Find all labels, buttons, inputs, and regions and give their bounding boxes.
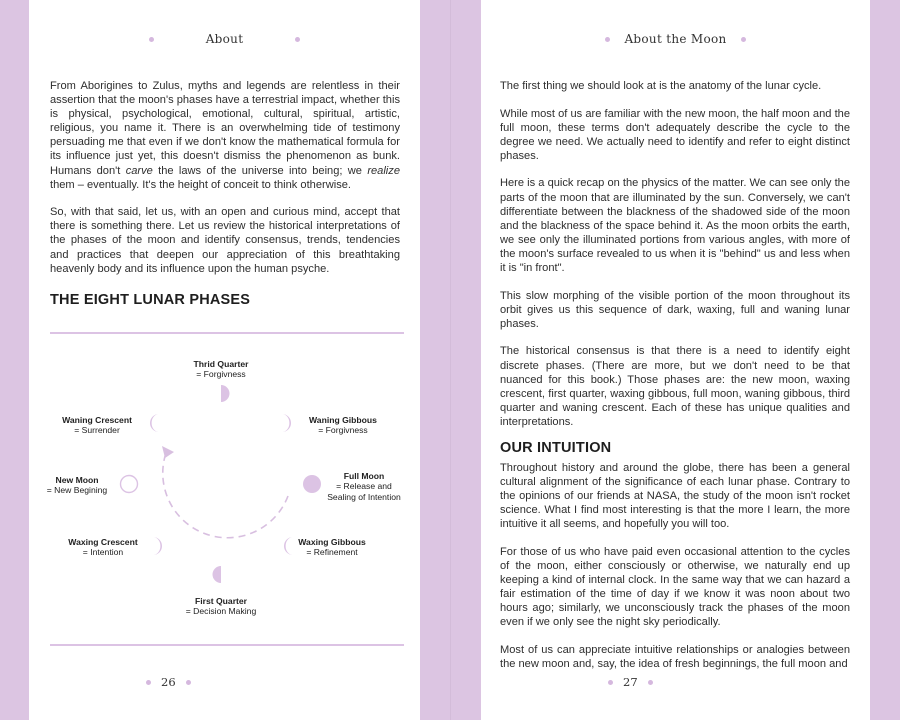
first-quarter-moon-icon [213, 566, 222, 583]
waxing-crescent-moon-icon [153, 537, 162, 555]
phase-label-waning-gibbous: Waning Gibbous = Forgivness [309, 415, 377, 436]
paragraph: Most of us can appreciate intuitive relationships or analogies between the new moon and, say, the idea of fresh beginnings, the full moon and [500, 643, 850, 670]
phase-label-third-quarter: Thrid Quarter = Forgivness [193, 359, 249, 380]
running-head-right [481, 32, 870, 46]
left-body-text [50, 79, 400, 289]
ornament-dot [146, 680, 151, 685]
section-heading: OUR INTUITION [500, 440, 612, 457]
page-number: 27 [623, 675, 638, 689]
section-heading: THE EIGHT LUNAR PHASES [50, 292, 251, 308]
paragraph: So, with that said, let us, with an open and curious mind, accept that there is something there. Let us review the historical interpretations of the phases of the moon and identify consensus, trends, tendencies and practices that deepen our appreciation of this breathtaking heavenly body and its influence upon the human psyche. [50, 206, 400, 275]
paragraph: For those of us who have paid even occasional attention to the cycles of the moon, either consciously or otherwise, we naturally end up keeping a kind of internal clock. In the same way that we can hazard a fair estimation of the time of day if we know it was noon about two hours ago; similarly, we unconsciously track the phases of the moon even if we only see the night sky periodically. [500, 545, 850, 628]
emphasis: carve [125, 164, 153, 177]
page-number-right [608, 675, 653, 689]
waning-crescent-moon-icon [150, 414, 159, 432]
running-head-left [29, 32, 420, 46]
page-number-left [146, 675, 191, 689]
running-head-title: About [205, 32, 244, 46]
third-quarter-moon-icon [221, 385, 230, 402]
paragraph: The first thing we should look at is the anatomy of the lunar cycle. [500, 80, 822, 92]
emphasis: realize [367, 164, 400, 177]
page-number: 26 [161, 675, 176, 689]
phase-label-waxing-crescent: Waxing Crescent = Intention [68, 537, 138, 558]
waning-gibbous-moon-icon [282, 414, 291, 432]
cycle-arrow-icon [162, 446, 288, 538]
phase-label-waning-crescent: Waning Crescent = Surrender [62, 415, 132, 436]
ornament-dot [295, 37, 300, 42]
right-page [481, 0, 870, 720]
ornament-dot [149, 37, 154, 42]
phase-label-first-quarter: First Quarter = Decision Making [185, 596, 257, 617]
paragraph: This slow morphing of the visible portion of the moon throughout its orbit gives us this sequence of dark, waxing, full and waning lunar phases. [500, 289, 850, 330]
paragraph: Throughout history and around the globe, there has been a general cultural alignment of the significance of each lunar phase. Contrary to the opinions of our friends at NASA, the study of the moon isn't rocket science. What I find most interesting is that the more I learn, the more intuitive it all seems, and hopefully you will too. [500, 461, 850, 530]
lunar-phases-diagram [29, 340, 420, 640]
paragraph: From Aborigines to Zulus, myths and legends are relentless in their assertion that the moon's phases have a terrestrial impact, whether this is physical, psychological, emotional, cultural, spiritual, artistic, religious, you name it. There is an overwhelming tide of testimony persuading me that even if we don't know the mathematical formula for its influence just yet, this doesn't dismiss the phenomenon as bunk. Humans don't carve the laws of the universe into being; we realize them – eventually. It's the height of conceit to think otherwise. [50, 80, 400, 191]
phase-label-full-moon: Full Moon = Release and Sealing of Intention [327, 471, 401, 502]
divider [50, 644, 404, 646]
ornament-dot [186, 680, 191, 685]
book-spine [450, 0, 451, 720]
divider [50, 332, 404, 334]
paragraph: Here is a quick recap on the physics of the matter. We can see only the parts of the moon that are illuminated by the sun. Conversely, we can't differentiate between the blackness of the shadowed side of the moon and the blackness of the space behind it. As the moon orbits the earth, we see only the illuminated portions from various angles, with more of the moon's surface revealed to us when it is "behind" us and less when it is "in front". [500, 177, 850, 275]
ornament-dot [605, 37, 610, 42]
phase-label-new-moon: New Moon = New Begining [46, 475, 108, 496]
running-head-title: About the Moon [624, 32, 727, 46]
ornament-dot [608, 680, 613, 685]
phase-label-waxing-gibbous: Waxing Gibbous = Refinement [298, 537, 366, 558]
ornament-dot [741, 37, 746, 42]
left-page [29, 0, 420, 720]
paragraph: While most of us are familiar with the new moon, the half moon and the full moon, these terms don't adequately describe the cycle to the degree we need. We actually need to identify and refer to eight distinct phases. [500, 107, 850, 162]
ornament-dot [648, 680, 653, 685]
paragraph: The historical consensus is that there is a need to identify eight discrete phases. (There are more, but we don't need to be that nuanced for this book.) Those phases are: the new moon, waxing crescent, first quarter, waxing gibbous, full moon, waning gibbous, third quarter and waning crescent. Each of these has unique qualities and interpretations. [500, 345, 850, 428]
new-moon-icon [121, 476, 138, 493]
right-body-text [500, 79, 850, 684]
